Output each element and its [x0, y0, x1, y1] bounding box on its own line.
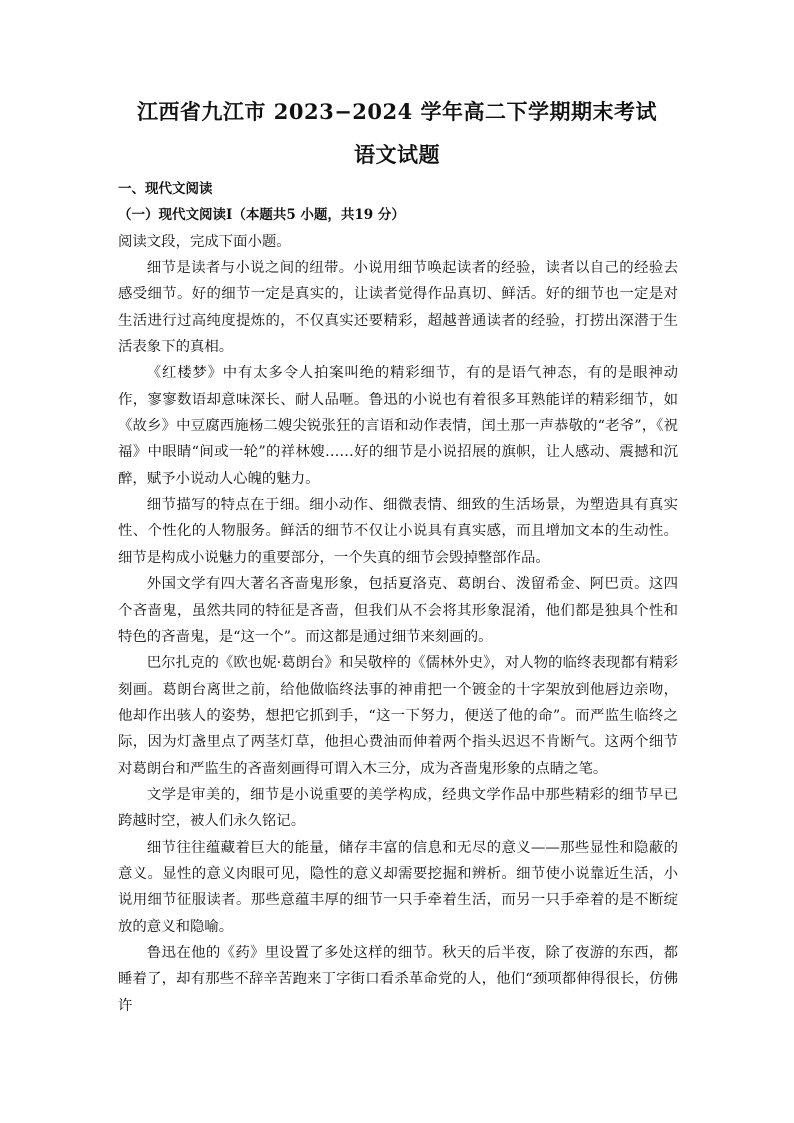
document-body [118, 176, 678, 1019]
paragraph: 细节是读者与小说之间的纽带。小说用细节唤起读者的经验，读者以自己的经验去感受细节。好的细节一定是真实的，让读者觉得作品真切、鲜活。好的细节也一定是对生活进行过高纯度提炼的，不仅真实还要精彩，超越普通读者的经验，打捞出深潜于生活表象下的真相。 [118, 260, 678, 356]
section-heading: 一、现代文阅读 [118, 181, 213, 197]
paragraph: 巴尔扎克的《欧也妮·葛朗台》和吴敬梓的《儒林外史》，对人物的临终表现都有精彩刻画。葛朗台离世之前，给他做临终法事的神甫把一个镀金的十字架放到他唇边亲吻，他却作出骇人的姿势，想把它抓到手，“这一下努力，便送了他的命”。而严监生临终之际，因为灯盏里点了两茎灯草，他担心费油而伸着两个指头迟迟不肯断气。这两个细节对葛朗台和严监生的吝啬刻画得可谓入木三分，成为吝啬鬼形象的点睛之笔。 [118, 655, 678, 777]
paragraph: 《红楼梦》中有太多令人拍案叫绝的精彩细节，有的是语气神态，有的是眼神动作，寥寥数语却意味深长、耐人品咂。鲁迅的小说也有着很多耳熟能详的精彩细节，如《故乡》中豆腐西施杨二嫂尖锐张狂的言语和动作表情，闰土那一声恭敬的“老爷”，《祝福》中眼睛“间或一轮”的祥林嫂……好的细节是小说招展的旗帜，让人感动、震撼和沉醉，赋予小说动人心魄的魅力。 [118, 365, 678, 487]
paragraph: 细节描写的特点在于细。细小动作、细微表情、细致的生活场景，为塑造具有真实性、个性化的人物服务。鲜活的细节不仅让小说具有真实感，而且增加文本的生动性。细节是构成小说魅力的重要部分，一个失真的细节会毁掉整部作品。 [118, 497, 678, 566]
sub-heading: （一）现代文阅读Ⅰ（本题共5 小题，共19 分） [118, 207, 405, 224]
paragraph: 文学是审美的，细节是小说重要的美学构成，经典文学作品中那些精彩的细节早已跨越时空，被人们永久铭记。 [118, 786, 678, 830]
instruction-text: 阅读文段，完成下面小题。 [118, 233, 291, 250]
document-subtitle: 语文试题 [354, 142, 440, 167]
paragraph: 鲁迅在他的《药》里设置了多处这样的细节。秋天的后半夜，除了夜游的东西，都睡着了，却有那些不辞辛苦跑来丁字街口看杀革命党的人，他们“颈项都伸得很长，仿佛许 [118, 944, 678, 1014]
paragraph: 细节往往蕴藏着巨大的能量，储存丰富的信息和无尽的意义——那些显性和隐蔽的意义。显性的意义肉眼可见，隐性的意义却需要挖掘和辨析。细节使小说靠近生活，小说用细节征服读者。那些意蕴丰厚的细节一只手牵着生活，而另一只手牵着的是不断绽放的意义和隐喻。 [118, 839, 678, 935]
document-title: 江西省九江市 2023−2024 学年高二下学期期末考试 [136, 99, 658, 124]
paragraph: 外国文学有四大著名吝啬鬼形象，包括夏洛克、葛朗台、泼留希金、阿巴贡。这四个吝啬鬼，虽然共同的特征是吝啬，但我们从不会将其形象混淆，他们都是独具个性和特色的吝啬鬼，是“这一个”。而这都是通过细节来刻画的。 [118, 576, 678, 645]
